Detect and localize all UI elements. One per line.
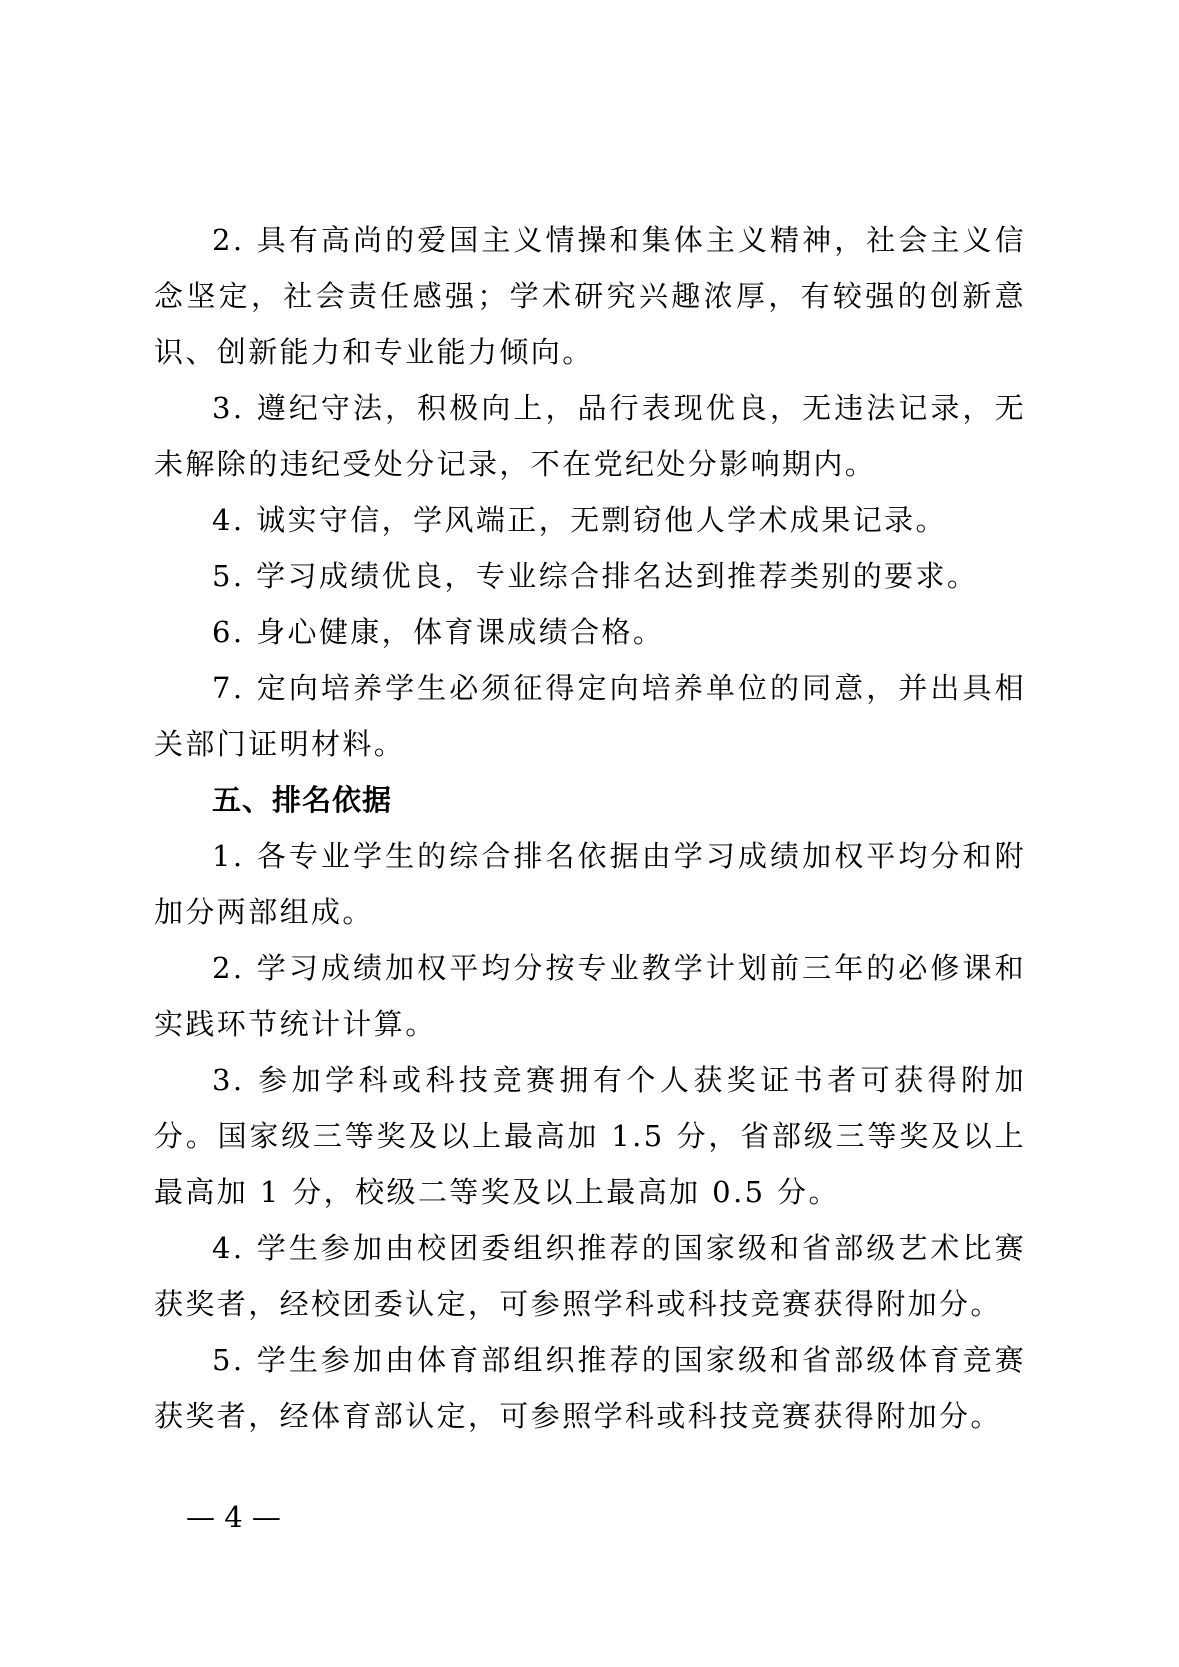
paragraph-item-7: 7. 定向培养学生必须征得定向培养单位的同意，并出具相关部门证明材料。 xyxy=(154,671,1026,761)
paragraph-item-3: 3. 遵纪守法，积极向上，品行表现优良，无违法记录，无未解除的违纪受处分记录，不在党纪处分影响期内。 xyxy=(154,391,1026,481)
ranking-paragraph-2: 2. 学习成绩加权平均分按专业教学计划前三年的必修课和实践环节统计计算。 xyxy=(154,951,1026,1041)
ranking-paragraph-5: 5. 学生参加由体育部组织推荐的国家级和省部级体育竞赛获奖者，经体育部认定，可参照学科或科技竞赛获得附加分。 xyxy=(154,1343,1026,1433)
paragraph-item-6: 6. 身心健康，体育课成绩合格。 xyxy=(212,615,665,649)
paragraph-item-4: 4. 诚实守信，学风端正，无剽窃他人学术成果记录。 xyxy=(212,503,947,537)
ranking-paragraph-3: 3. 参加学科或科技竞赛拥有个人获奖证书者可获得附加分。国家级三等奖及以上最高加 1.5 分，省部级三等奖及以上最高加 1 分，校级二等奖及以上最高加 0.5 分。 xyxy=(154,1063,1026,1209)
ranking-paragraph-1: 1. 各专业学生的综合排名依据由学习成绩加权平均分和附加分两部组成。 xyxy=(154,839,1026,929)
section-heading-ranking-basis: 五、排名依据 xyxy=(212,783,393,817)
paragraph-item-2: 2. 具有高尚的爱国主义情操和集体主义精神，社会主义信念坚定，社会责任感强；学术研究兴趣浓厚，有较强的创新意识、创新能力和专业能力倾向。 xyxy=(154,223,1026,369)
ranking-paragraph-4: 4. 学生参加由校团委组织推荐的国家级和省部级艺术比赛获奖者，经校团委认定，可参照学科或科技竞赛获得附加分。 xyxy=(154,1231,1026,1321)
paragraph-item-5: 5. 学习成绩优良，专业综合排名达到推荐类别的要求。 xyxy=(212,559,979,593)
page-number: — 4 — xyxy=(186,1500,281,1534)
document-body xyxy=(154,212,1026,1444)
